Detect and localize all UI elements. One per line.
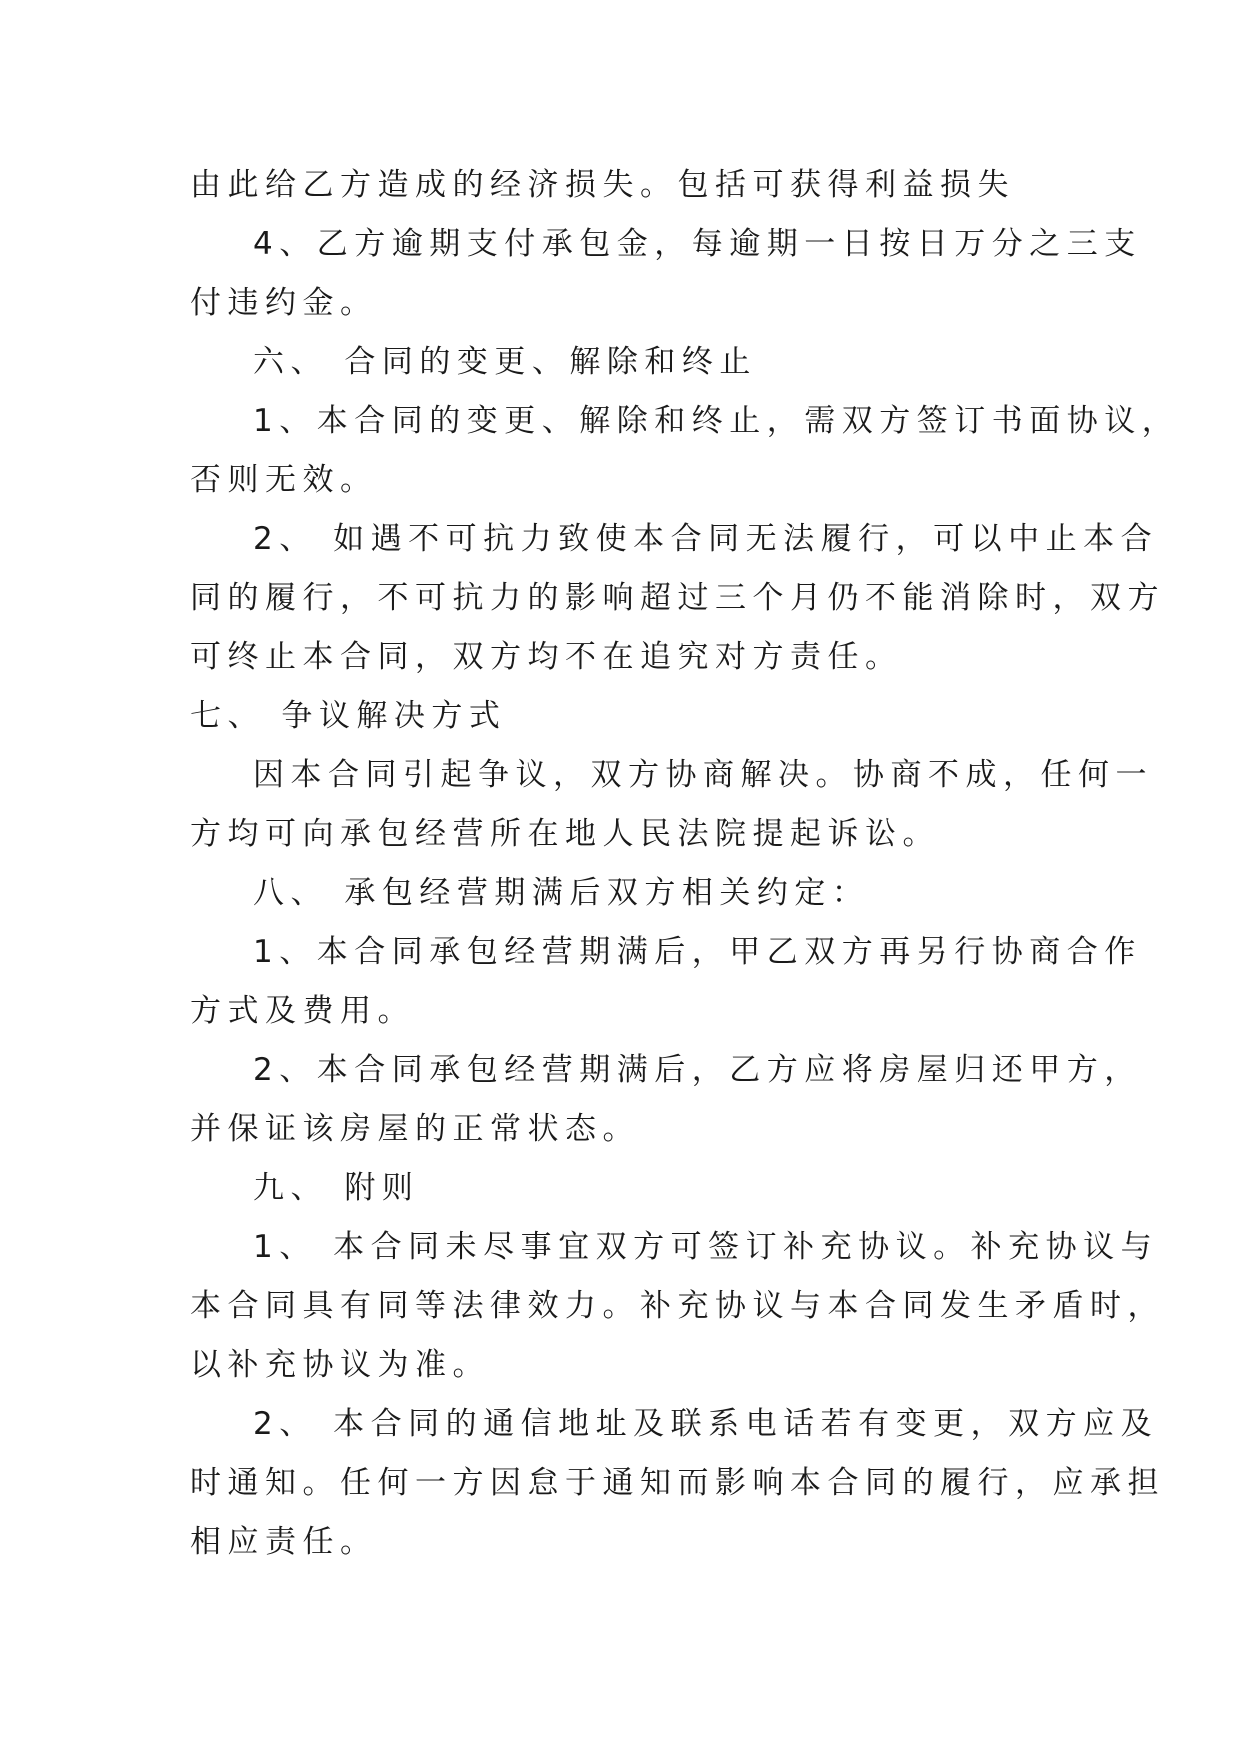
text-line: 相应责任。 [190, 1524, 378, 1560]
text-line: 本合同具有同等法律效力。补充协议与本合同发生矛盾时， [190, 1288, 1165, 1324]
text-line: 2、本合同承包经营期满后，乙方应将房屋归还甲方， [253, 1052, 1142, 1088]
text-line: 方均可向承包经营所在地人民法院提起诉讼。 [190, 816, 940, 852]
text-line: 时通知。任何一方因怠于通知而影响本合同的履行，应承担 [190, 1465, 1165, 1501]
section-heading: 九、 附则 [253, 1170, 420, 1206]
text-line: 以补充协议为准。 [190, 1347, 490, 1383]
text-line: 由此给乙方造成的经济损失。包括可获得利益损失 [190, 167, 1015, 203]
text-line: 4、乙方逾期支付承包金，每逾期一日按日万分之三支 [253, 226, 1142, 262]
text-line: 1、 本合同未尽事宜双方可签订补充协议。补充协议与 [253, 1229, 1159, 1265]
text-line: 否则无效。 [190, 462, 378, 498]
section-heading: 八、 承包经营期满后双方相关约定： [253, 875, 870, 911]
text-line: 并保证该房屋的正常状态。 [190, 1111, 640, 1147]
text-line: 因本合同引起争议，双方协商解决。协商不成，任何一 [253, 757, 1153, 793]
text-line: 付违约金。 [190, 285, 378, 321]
section-heading: 六、 合同的变更、解除和终止 [253, 344, 757, 380]
text-line: 方式及费用。 [190, 993, 415, 1029]
text-line: 同的履行，不可抗力的影响超过三个月仍不能消除时，双方 [190, 580, 1165, 616]
text-line: 2、 如遇不可抗力致使本合同无法履行，可以中止本合 [253, 521, 1159, 557]
text-line: 1、本合同承包经营期满后，甲乙双方再另行协商合作 [253, 934, 1142, 970]
text-line: 可终止本合同，双方均不在追究对方责任。 [190, 639, 903, 675]
section-heading: 七、 争议解决方式 [190, 698, 507, 734]
text-line: 1、本合同的变更、解除和终止，需双方签订书面协议， [253, 403, 1180, 439]
text-line: 2、 本合同的通信地址及联系电话若有变更，双方应及 [253, 1406, 1159, 1442]
